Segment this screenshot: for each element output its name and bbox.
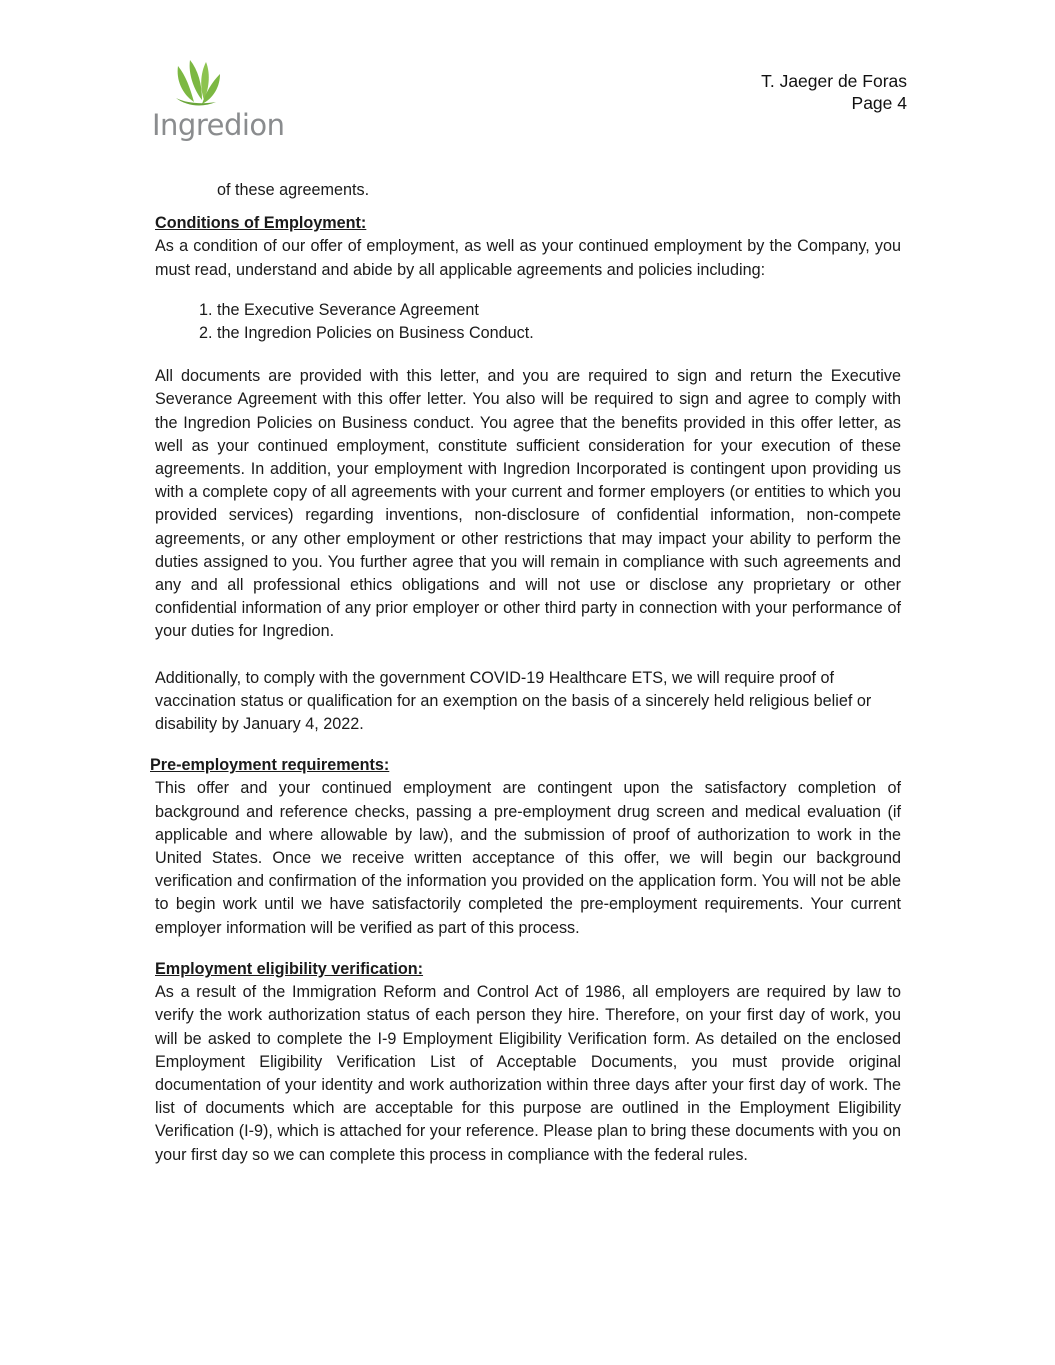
conditions-heading: Conditions of Employment: — [155, 214, 367, 233]
letter-body — [150, 179, 901, 1167]
page-header — [761, 70, 907, 114]
covid-paragraph: Additionally, to comply with the government COVID-19 Healthcare ETS, we will require proof of vaccination status or qualification for an exemption on the basis of a sincerely held religious belief or disability by January 4, 2022. — [155, 668, 872, 734]
recipient-name: T. Jaeger de Foras — [761, 71, 907, 91]
pre-employment-heading: Pre-employment requirements: — [150, 756, 390, 775]
leaf-logo-icon — [172, 58, 224, 108]
eligibility-heading: Employment eligibility verification: — [155, 959, 424, 978]
eligibility-paragraph: As a result of the Immigration Reform and Control Act of 1986, all employers are required by law to verify the work authorization status of each person they hire. Therefore, on your first day of work, you will be asked to complete the I-9 Employment Eligibility Verification form. As detailed on the enclosed Employment Eligibility Verification List of Acceptable Documents, you must provide original documentation of your identity and work authorization within three days after your first day of work. The list of documents which are acceptable for this purpose are outlined in the Employment Eligibility Verification (I-9), which is attached for your reference. Please plan to bring these documents with you on your first day so we can complete this process in compliance with the federal rules. — [155, 983, 901, 1164]
list-item: 1. the Executive Severance Agreement — [217, 299, 901, 322]
pre-employment-paragraph: This offer and your continued employment are contingent upon the satisfactory completion of background and reference checks, passing a pre-employment drug screen and medical evaluation (if applicable and where allowable by law), and the submission of proof of authorization to work in the United States. Once we receive written acceptance of this offer, we will begin our background verification and confirmation of the information you provided on the application form. You will not be able to begin work until we have satisfactorily completed the pre-employment requirements. Your current employer information will be verified as part of this process. — [155, 779, 901, 937]
page-number: Page 4 — [851, 93, 907, 113]
ingredion-logo — [152, 58, 292, 150]
policy-list — [155, 299, 901, 345]
continuation-text: of these agreements. — [217, 181, 370, 199]
conditions-paragraph: All documents are provided with this letter, and you are required to sign and return the Executive Severance Agreement with this offer letter. You also will be required to sign and agree to comply with the Ingredion Policies on Business conduct. You agree that the benefits provided in this offer letter, as well as your continued employment, constitute sufficient consideration for your execution of these agreements. In addition, your employment with Ingredion Incorporated is contingent upon providing us with a complete copy of all agreements with your current and former employers (or entities to which you provided services) regarding inventions, non-disclosure of confidential information, non-compete agreements, or any other employment or other restrictions that may impact your ability to perform the duties assigned to you. You further agree that you will remain in compliance with such agreements and any and all professional ethics obligations and will not use or disclose any proprietary or other confidential information of any prior employer or other third party in connection with your performance of your duties for Ingredion. — [155, 367, 901, 641]
logo-wordmark: Ingredion — [152, 108, 285, 142]
list-item: 2. the Ingredion Policies on Business Conduct. — [217, 322, 901, 345]
conditions-intro: As a condition of our offer of employment, as well as your continued employment by the Company, you must read, understand and abide by all applicable agreements and policies including: — [155, 237, 901, 279]
